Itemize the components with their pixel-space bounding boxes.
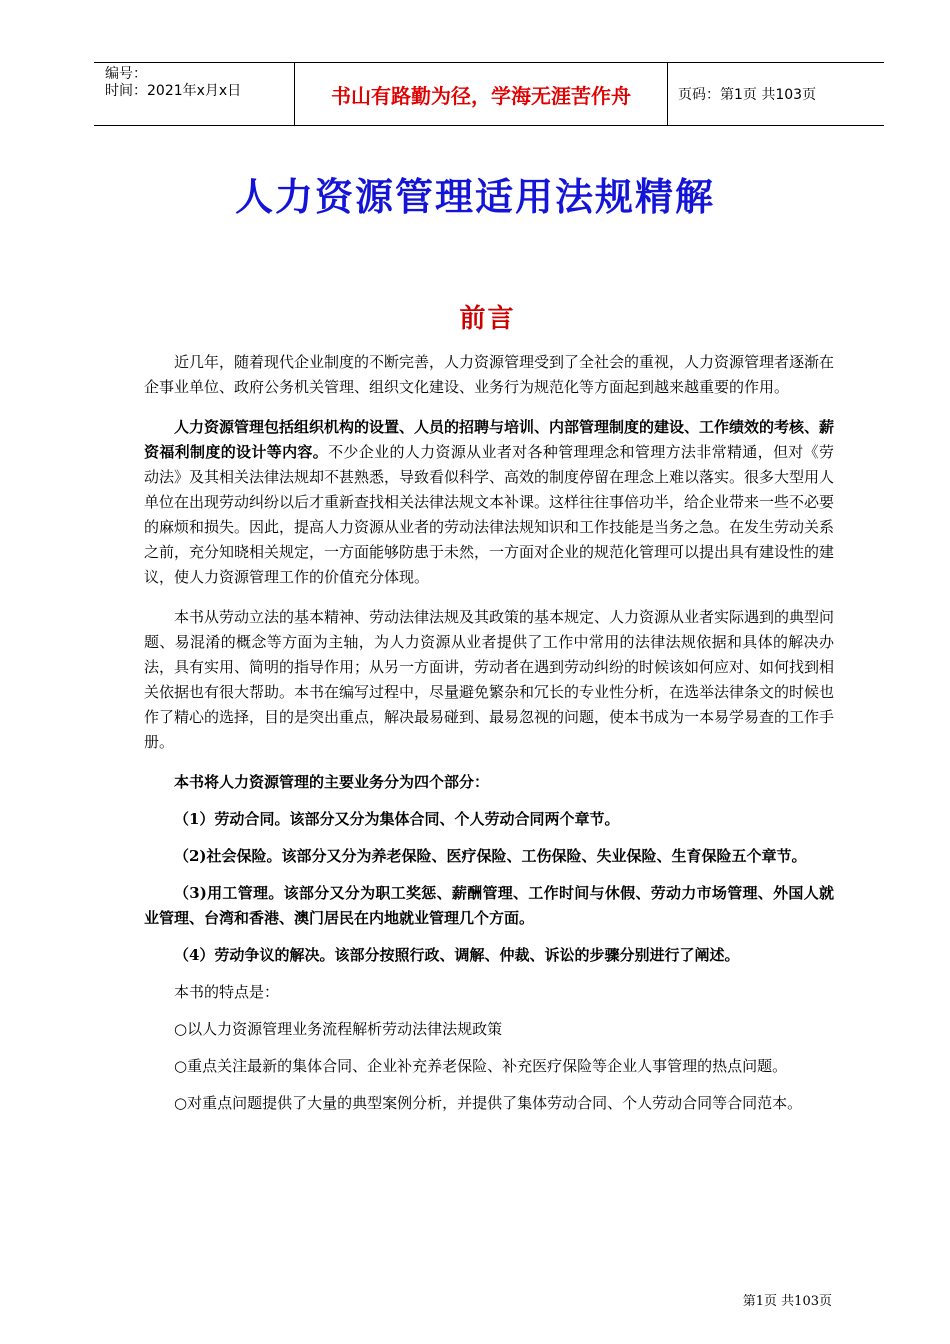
paragraph-parts-intro <box>144 770 834 795</box>
paragraph-part-3 <box>144 881 834 931</box>
part-1-text: （1）劳动合同。该部分又分为集体合同、个人劳动合同两个章节。 <box>174 810 620 828</box>
header-page-info: 页码：第1页 共103页 <box>678 87 817 103</box>
header-motto: 书山有路勤为径，学海无涯苦作舟 <box>295 63 668 125</box>
document-body <box>144 350 834 1128</box>
paragraph-features-intro: 本书的特点是： <box>174 983 280 1001</box>
paragraph-intro: 近几年，随着现代企业制度的不断完善，人力资源管理受到了全社会的重视，人力资源管理者逐渐在企事业单位、政府公务机关管理、组织文化建设、业务行为规范化等方面起到越来越重要的作用。 <box>144 353 835 396</box>
page-header <box>94 62 884 126</box>
part-3-text: （3)用工管理。该部分又分为职工奖惩、薪酬管理、工作时间与休假、劳动力市场管理、外国人就业管理、台湾和香港、澳门居民在内地就业管理几个方面。 <box>144 884 834 927</box>
feature-item-3: ○对重点问题提供了大量的典型案例分析，并提供了集体劳动合同、个人劳动合同等合同范本。 <box>174 1094 803 1112</box>
page-footer: 第1页 共103页 <box>742 1294 832 1309</box>
time-label: 时间：2021年x月x日 <box>105 83 242 99</box>
part-2-text: （2)社会保险。该部分又分为养老保险、医疗保险、工伤保险、失业保险、生育保险五个章节。 <box>174 847 807 865</box>
feature-item-2: ○重点关注最新的集体合同、企业补充养老保险、补充医疗保险等企业人事管理的热点问题。 <box>174 1057 788 1075</box>
paragraph-part-1 <box>144 807 834 832</box>
paragraph-scope <box>144 415 834 590</box>
paragraph-book-overview: 本书从劳动立法的基本精神、劳动法律法规及其政策的基本规定、人力资源从业者实际遇到的典型问题、易混淆的概念等方面为主轴，为人力资源从业者提供了工作中常用的法律法规依据和具体的解决办法，具有实用、简明的指导作用；从另一方面讲，劳动者在遇到劳动纠纷的时候该如何应对、如何找到相关依据也有很大帮助。本书在编写过程中，尽量避免繁杂和冗长的专业性分析，在选举法律条文的时候也作了精心的选择，目的是突出重点，解决最易碰到、最易忽视的问题，使本书成为一本易学易查的工作手册。 <box>144 608 835 751</box>
paragraph-scope-rest: 不少企业的人力资源从业者对各种管理理念和管理方法非常精通，但对《劳动法》及其相关法律法规却不甚熟悉，导致看似科学、高效的制度停留在理念上难以落实。很多大型用人单位在出现劳动纠纷以后才重新查找相关法律法规文本补课。这样往往事倍功半，给企业带来一些不必要的麻烦和损失。因此，提高人力资源从业者的劳动法律法规知识和工作技能是当务之急。在发生劳动关系之前，充分知晓相关规定，一方面能够防患于未然，一方面对企业的规范化管理可以提出具有建设性的建议，使人力资源管理工作的价值充分体现。 <box>144 443 835 586</box>
section-title: 前言 <box>459 304 516 334</box>
paragraph-part-4 <box>144 943 834 968</box>
part-4-text: （4）劳动争议的解决。该部分按照行政、调解、仲裁、诉讼的步骤分别进行了阐述。 <box>174 946 740 964</box>
paragraph-scope-bold: 人力资源管理包括组织机构的设置、人员的招聘与培训、内部管理制度的建设、工作绩效的考核、薪资福利制度的设计等内容。 <box>144 418 835 461</box>
serial-label: 编号： <box>105 66 147 82</box>
feature-item-1: ○以人力资源管理业务流程解析劳动法律法规政策 <box>174 1020 503 1038</box>
document-title: 人力资源管理适用法规精解 <box>234 174 715 219</box>
paragraph-part-2 <box>144 844 834 869</box>
header-meta <box>94 63 295 125</box>
parts-intro-text: 本书将人力资源管理的主要业务分为四个部分： <box>174 773 490 791</box>
